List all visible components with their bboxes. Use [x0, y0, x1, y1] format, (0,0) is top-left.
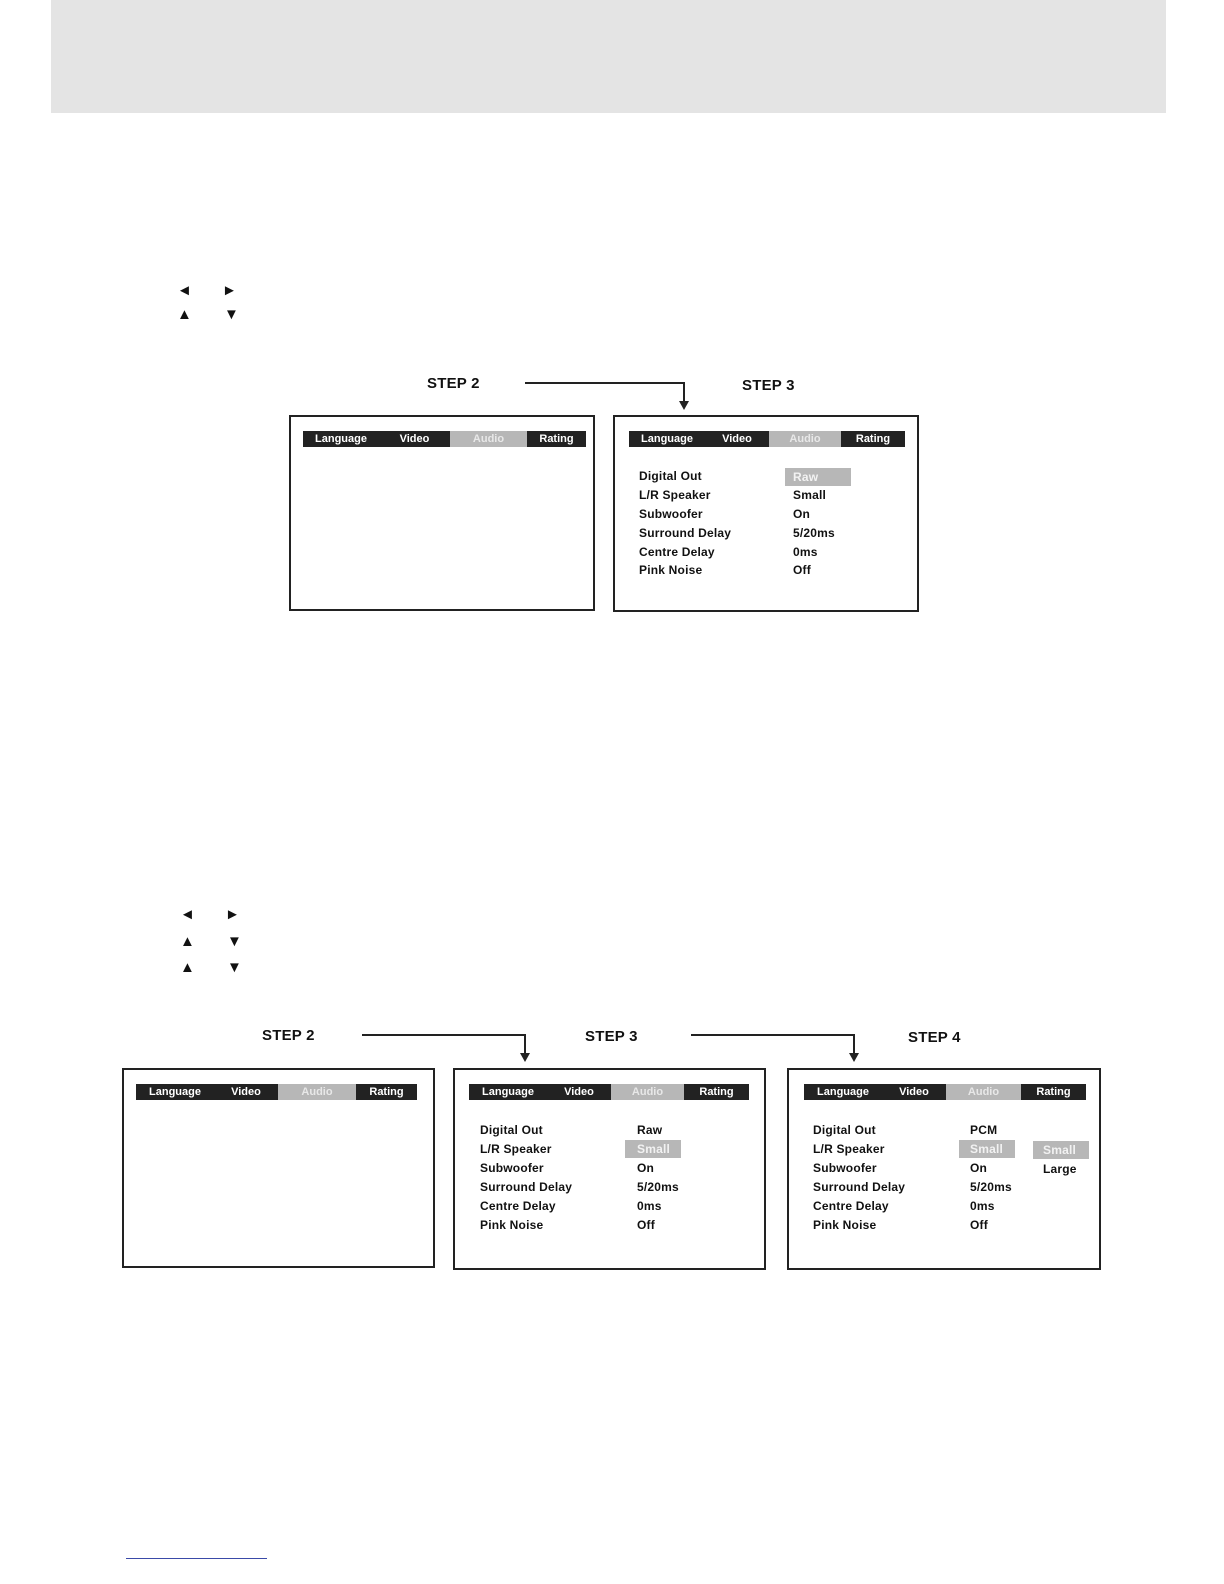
down-arrowhead-icon [849, 1053, 859, 1062]
menu-tab-bar [136, 1084, 417, 1100]
connector-line [853, 1034, 855, 1054]
step2-label: STEP 2 [262, 1027, 315, 1044]
option-small[interactable]: Small [1033, 1141, 1089, 1159]
connector-line [691, 1034, 855, 1036]
connector-line [683, 382, 685, 402]
up-arrow-icon: ▲ [180, 933, 195, 950]
down-arrow-icon: ▼ [224, 306, 239, 323]
step4-menu-screen [787, 1068, 1101, 1270]
tab-audio[interactable]: Audio [769, 431, 841, 447]
menu-value-lr-speaker[interactable]: Small [959, 1140, 1015, 1158]
tab-rating[interactable]: Rating [855, 433, 891, 445]
tab-language[interactable]: Language [641, 433, 693, 445]
tab-video[interactable]: Video [722, 433, 752, 445]
tab-rating[interactable]: Rating [539, 433, 574, 445]
menu-value-subwoofer[interactable]: On [637, 1161, 655, 1175]
menu-value-centre-delay[interactable]: 0ms [970, 1199, 995, 1213]
menu-value-lr-speaker[interactable]: Small [793, 488, 827, 502]
menu-label-pink-noise: Pink Noise [639, 563, 703, 577]
right-arrow-icon: ► [225, 906, 240, 923]
menu-tab-bar [629, 431, 905, 447]
menu-value-surround-delay[interactable]: 5/20ms [970, 1180, 1012, 1194]
tab-language[interactable]: Language [482, 1086, 534, 1098]
tab-audio[interactable]: Audio [450, 431, 527, 447]
step3-label: STEP 3 [585, 1028, 638, 1045]
tab-audio[interactable]: Audio [946, 1084, 1021, 1100]
connector-line [525, 382, 685, 384]
menu-label-pink-noise: Pink Noise [480, 1218, 544, 1232]
menu-value-subwoofer[interactable]: On [970, 1161, 988, 1175]
down-arrow-icon: ▼ [227, 933, 242, 950]
up-arrow-icon: ▲ [177, 306, 192, 323]
tab-video[interactable]: Video [231, 1086, 261, 1098]
menu-label-surround-delay: Surround Delay [639, 526, 732, 540]
menu-value-centre-delay[interactable]: 0ms [637, 1199, 662, 1213]
tab-rating[interactable]: Rating [1036, 1086, 1071, 1098]
down-arrow-icon: ▼ [227, 959, 242, 976]
menu-label-centre-delay: Centre Delay [813, 1199, 889, 1213]
menu-label-lr-speaker: L/R Speaker [813, 1142, 885, 1156]
menu-value-pink-noise[interactable]: Off [970, 1218, 988, 1232]
menu-label-lr-speaker: L/R Speaker [639, 488, 711, 502]
connector-line [362, 1034, 526, 1036]
menu-value-centre-delay[interactable]: 0ms [793, 545, 818, 559]
connector-line [524, 1034, 526, 1054]
menu-value-lr-speaker[interactable]: Small [625, 1140, 681, 1158]
menu-value-digital-out[interactable]: Raw [637, 1123, 663, 1137]
tab-rating[interactable]: Rating [699, 1086, 734, 1098]
step2-menu-screen [122, 1068, 435, 1268]
menu-value-surround-delay[interactable]: 5/20ms [637, 1180, 679, 1194]
menu-label-surround-delay: Surround Delay [480, 1180, 573, 1194]
step2-label: STEP 2 [427, 375, 480, 392]
step3-menu-screen [613, 415, 919, 612]
tab-video[interactable]: Video [399, 433, 430, 445]
menu-label-subwoofer: Subwoofer [813, 1161, 877, 1175]
footer-rule [126, 1558, 267, 1559]
menu-tab-bar [804, 1084, 1086, 1100]
step4-label: STEP 4 [908, 1029, 961, 1046]
menu-value-digital-out[interactable]: Raw [785, 468, 851, 486]
up-arrow-icon: ▲ [180, 959, 195, 976]
menu-value-digital-out[interactable]: PCM [970, 1123, 998, 1137]
left-arrow-icon: ◄ [180, 906, 195, 923]
down-arrowhead-icon [520, 1053, 530, 1062]
down-arrowhead-icon [679, 401, 689, 410]
header-band [51, 0, 1166, 113]
tab-language[interactable]: Language [315, 433, 367, 445]
menu-tab-bar [469, 1084, 749, 1100]
option-large[interactable]: Large [1043, 1162, 1077, 1176]
tab-audio[interactable]: Audio [611, 1084, 684, 1100]
step3-menu-screen [453, 1068, 766, 1270]
menu-label-pink-noise: Pink Noise [813, 1218, 877, 1232]
tab-language[interactable]: Language [149, 1086, 201, 1098]
tab-language[interactable]: Language [817, 1086, 869, 1098]
menu-value-pink-noise[interactable]: Off [637, 1218, 655, 1232]
menu-label-lr-speaker: L/R Speaker [480, 1142, 552, 1156]
left-arrow-icon: ◄ [177, 282, 192, 299]
menu-label-centre-delay: Centre Delay [480, 1199, 556, 1213]
menu-label-surround-delay: Surround Delay [813, 1180, 906, 1194]
menu-label-digital-out: Digital Out [480, 1123, 543, 1137]
menu-value-subwoofer[interactable]: On [793, 507, 811, 521]
step2-menu-screen [289, 415, 595, 611]
menu-label-digital-out: Digital Out [639, 469, 702, 483]
tab-rating[interactable]: Rating [369, 1086, 404, 1098]
tab-video[interactable]: Video [899, 1086, 929, 1098]
tab-video[interactable]: Video [564, 1086, 594, 1098]
menu-label-subwoofer: Subwoofer [639, 507, 703, 521]
right-arrow-icon: ► [222, 282, 237, 299]
menu-tab-bar [303, 431, 586, 447]
menu-value-surround-delay[interactable]: 5/20ms [793, 526, 835, 540]
tab-audio[interactable]: Audio [278, 1084, 356, 1100]
menu-label-centre-delay: Centre Delay [639, 545, 715, 559]
menu-value-pink-noise[interactable]: Off [793, 563, 811, 577]
menu-label-digital-out: Digital Out [813, 1123, 876, 1137]
step3-label: STEP 3 [742, 377, 795, 394]
menu-label-subwoofer: Subwoofer [480, 1161, 544, 1175]
